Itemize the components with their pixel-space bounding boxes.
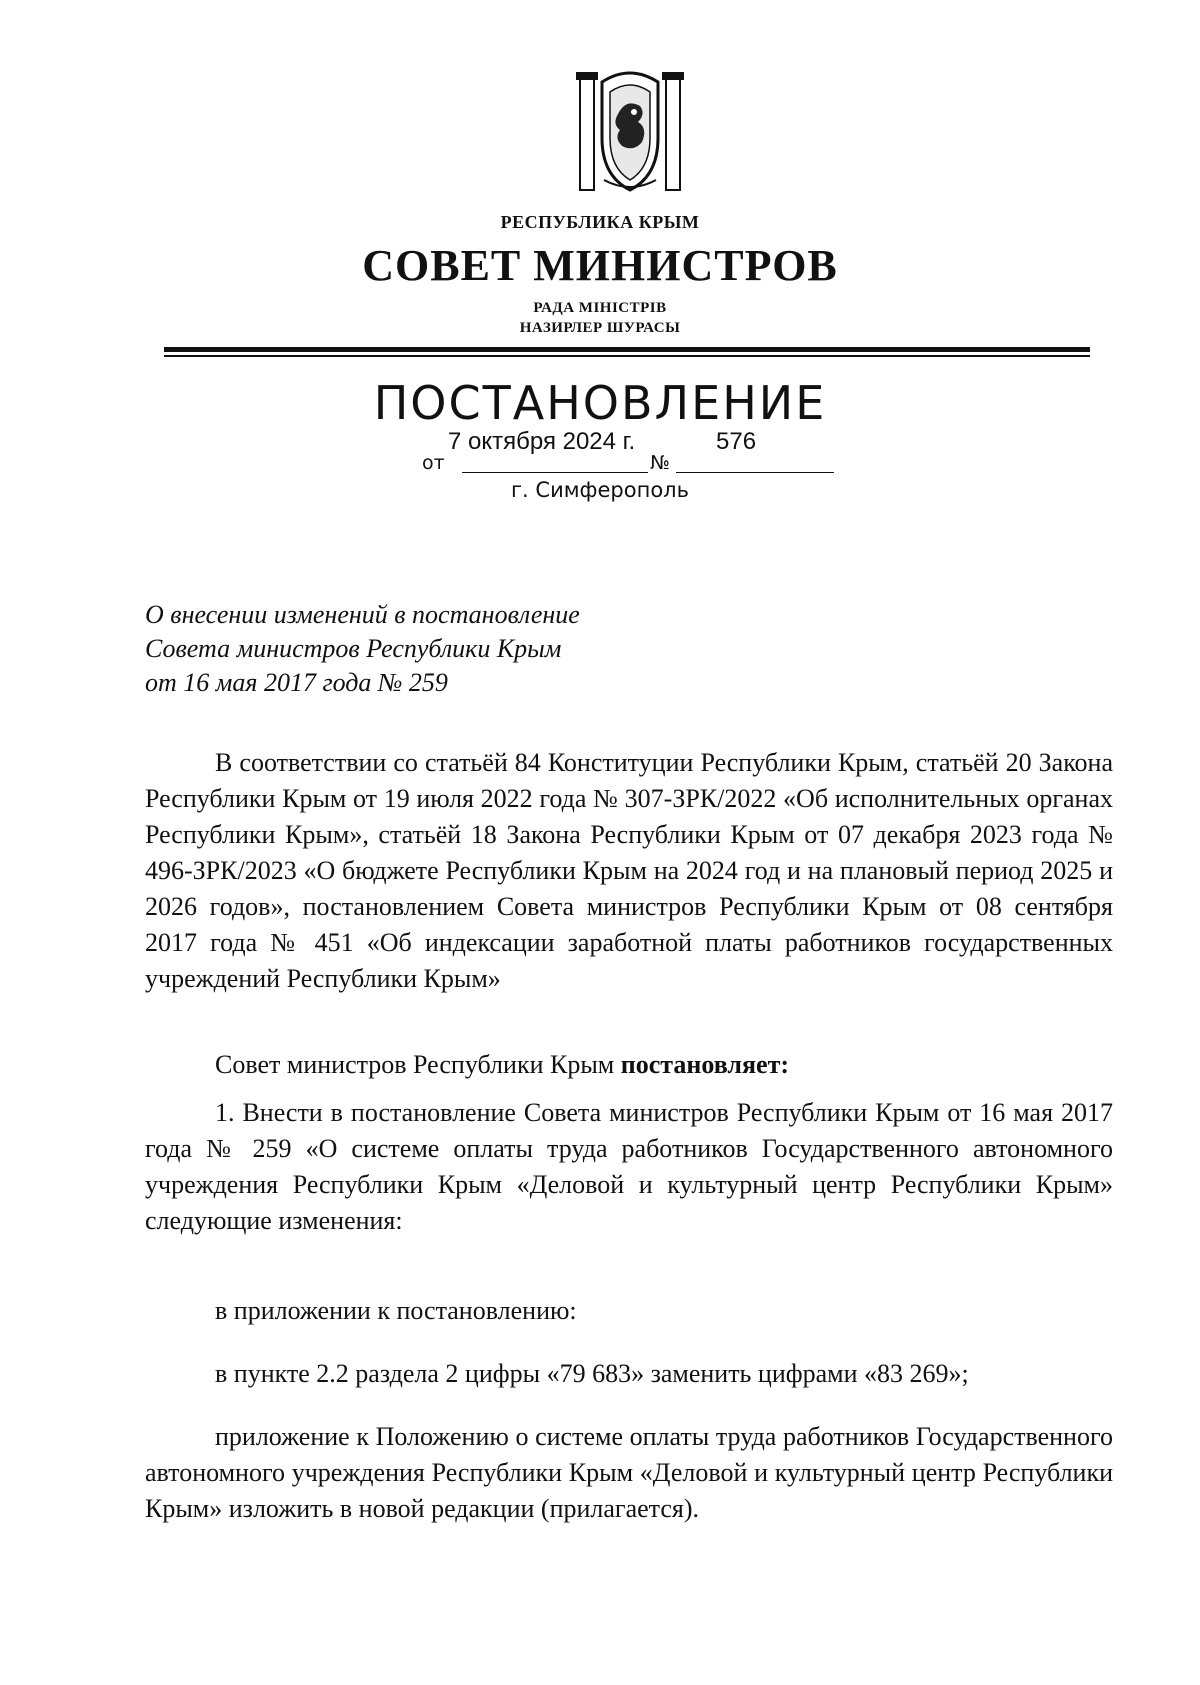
date-underline <box>462 472 648 473</box>
change-1-paragraph <box>145 1356 1113 1392</box>
council-title: СОВЕТ МИНИСТРОВ <box>362 241 838 290</box>
preamble-text: В соответствии со статьёй 84 Конституции Республики Крым, статьёй 20 Закона Республики Крым от 19 июля 2022 года № 307-ЗРК/2022 «Об исполнительных органах Республики Крым», статьёй 18 Закона Республики Крым от 07 декабря 2023 года № 496-ЗРК/2023 «О бюджете Республики Крым на 2024 год и на плановый период 2025 и 2026 годов», постановлением Совета министров Республики Крым от 08 сентября 2017 года № 451 «Об индексации заработной платы работников государственных учреждений Республики Крым» <box>145 748 1113 993</box>
date-label: от <box>422 452 445 474</box>
change-2-paragraph <box>145 1419 1113 1527</box>
change-1-text: в пункте 2.2 раздела 2 цифры «79 683» заменить цифрами «83 269»; <box>215 1359 969 1388</box>
resolves-keyword: постановляет: <box>620 1050 790 1079</box>
item-1-paragraph <box>145 1095 1113 1239</box>
preamble-paragraph <box>145 745 1113 997</box>
change-2-text: приложение к Положению о системе оплаты труда работников Государственного автономного учреждения Республики Крым «Деловой и культурный центр Республики Крым» изложить в новой редакции (прилагается). <box>145 1422 1113 1523</box>
number-underline <box>676 472 834 473</box>
resolves-prefix: Совет министров Республики Крым <box>215 1050 621 1079</box>
appendix-intro-paragraph <box>145 1293 1113 1329</box>
decree-number: 576 <box>716 428 757 455</box>
republic-title: РЕСПУБЛИКА КРЫМ <box>500 212 700 232</box>
number-label: № <box>650 452 670 474</box>
resolves-paragraph <box>145 1047 1113 1083</box>
city-name: г. Симферополь <box>511 478 689 502</box>
item-1-text: 1. Внести в постановление Совета министров Республики Крым от 16 мая 2017 года № 259 «О системе оплаты труда работников Государственного автономного учреждения Республики Крым «Деловой и культурный центр Республики Крым» следующие изменения: <box>145 1098 1113 1235</box>
header-divider-thick <box>164 347 1090 352</box>
document-subject <box>145 598 580 700</box>
council-title-ukrainian: РАДА МІНІСТРІВ <box>533 300 667 316</box>
decree-date: 7 октября 2024 г. <box>448 428 636 455</box>
coat-of-arms-icon <box>574 68 686 196</box>
subject-line: Совета министров Республики Крым <box>145 634 562 663</box>
header-divider-thin <box>164 355 1090 357</box>
council-title-crimean-tatar: НАЗИРЛЕР ШУРАСЫ <box>519 320 681 336</box>
subject-line: О внесении изменений в постановление <box>145 600 580 629</box>
document-type-title: ПОСТАНОВЛЕНИЕ <box>373 376 827 430</box>
appendix-intro-text: в приложении к постановлению: <box>215 1296 577 1325</box>
subject-line: от 16 мая 2017 года № 259 <box>145 668 448 697</box>
